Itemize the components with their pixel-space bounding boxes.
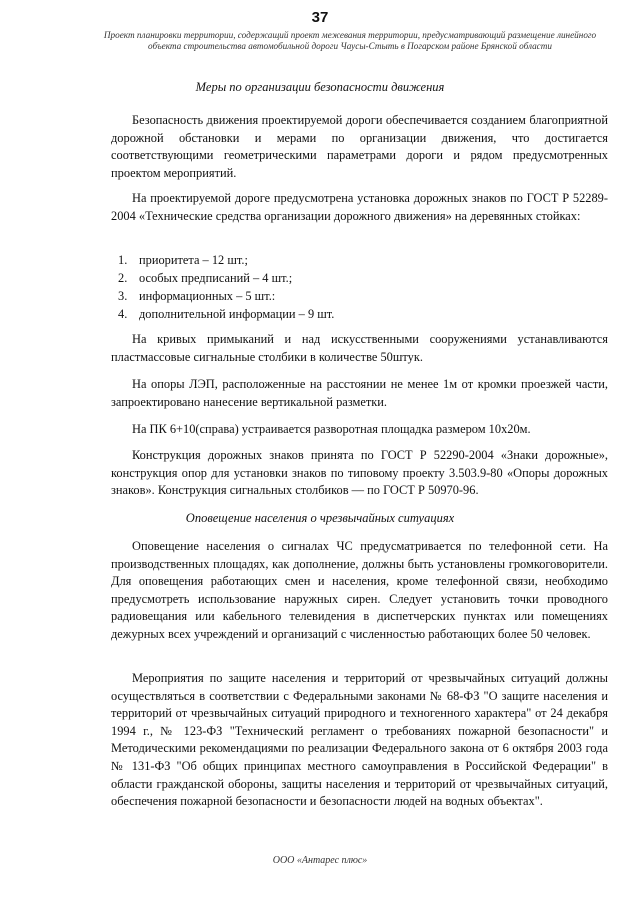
page-number: 37 (311, 9, 329, 26)
footer-company: ООО «Антарес плюс» (272, 855, 368, 866)
paragraph-protection-measures: Мероприятия по защите населения и территорий от чрезвычайных ситуаций должны осуществляться в соответствии с Федеральными законами № 68-ФЗ "О защите населения и территорий от чрезвычайных ситуаций природного и техногенного характера" от 24 декабря 1994 г., № 123-ФЗ "Технический регламент о требованиях пожарной безопасности" и Методическими рекомендациями по реализации Федерального закона от 6 октября 2003 года № 131-ФЗ "Об общих принципах местного самоуправления в Российской Федерации" в области гражданской обороны, защиты населения и территорий от чрезвычайных ситуаций, обеспечения пожарной безопасности и безопасности людей на водных объектах". (111, 671, 608, 809)
list-item: 1. приоритета – 12 шт.; (118, 253, 248, 267)
list-item: 4. дополнительной информации – 9 шт. (118, 307, 335, 321)
section-title-emergency-notification: Оповещение населения о чрезвычайных ситуациях (185, 511, 455, 525)
header-note: Проект планировки территории, содержащий проект межевания территории, предусматривающий размещение линейного объекта строительства автомобильной дороги Чаусы-Стыть в Погарском районе Брянской области (103, 30, 597, 51)
paragraph-signal-posts: На кривых примыканий и над искусственными сооружениями устанавливаются пластмассовые сигнальные столбики в количестве 50штук. (111, 332, 608, 364)
paragraph-emergency-signals: Оповещение населения о сигналах ЧС предусматривается по телефонной сети. На производственных площадях, как дополнение, должны быть установлены громкоговорители. Для оповещения работающих смен и населения, кроме телефонной связи, необходимо предусмотреть использование наружных сирен. Следует установить точки проводного радиовещания или кабельного телевидения в диспетчерских пунктах или помещениях дежурных всех учреждений и организаций с численностью работающих более 50 человек. (111, 539, 608, 641)
road-signs-list (118, 251, 518, 323)
paragraph-road-signs: На проектируемой дороге предусмотрена установка дорожных знаков по ГОСТ Р 52289-2004 «Технические средства организации дорожного движения» на деревянных стойках: (111, 191, 608, 223)
list-item: 2. особых предписаний – 4 шт.; (118, 271, 293, 285)
paragraph-safety-intro: Безопасность движения проектируемой дороги обеспечивается созданием благоприятной дорожной обстановки и мерами по организации движения, что достигается соответствующими геометрическими параметрами дороги и рядом предусмотренных проектом мероприятий. (111, 113, 608, 180)
paragraph-turnaround-area: На ПК 6+10(справа) устраивается разворотная площадка размером 10х20м. (132, 422, 531, 436)
list-item: 3. информационных – 5 шт.: (118, 289, 276, 303)
paragraph-vertical-marking: На опоры ЛЭП, расположенные на расстоянии не менее 1м от кромки проезжей части, запроектировано нанесение вертикальной разметки. (111, 377, 608, 409)
paragraph-sign-construction: Конструкция дорожных знаков принята по ГОСТ Р 52290-2004 «Знаки дорожные», конструкция опор для установки знаков по типовому проекту 3.503.9-80 «Опоры дорожных знаков». Конструкция сигнальных столбиков — по ГОСТ Р 50970-96. (111, 448, 608, 498)
section-title-traffic-safety: Меры по организации безопасности движения (195, 80, 445, 94)
